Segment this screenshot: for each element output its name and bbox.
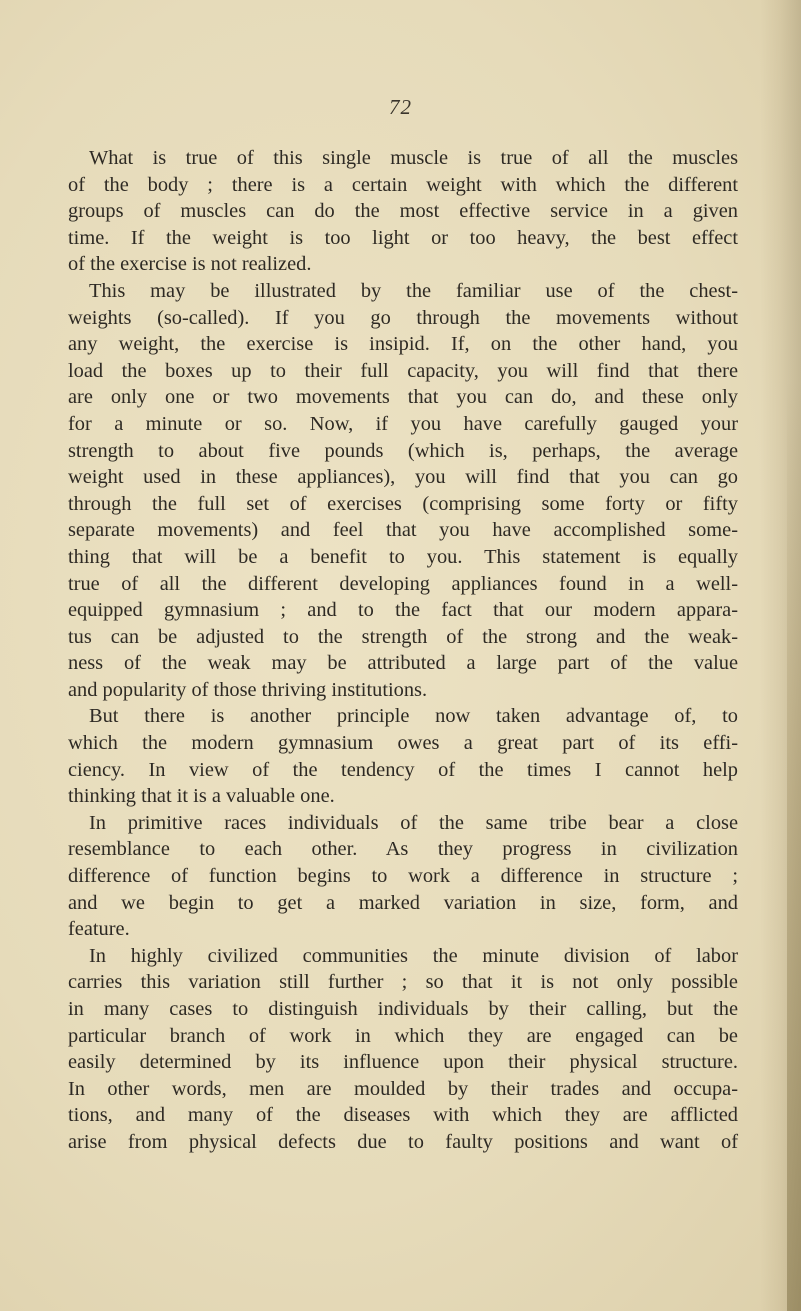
text-line: weights (so-called). If you go through the movements without xyxy=(68,306,738,329)
text-line: true of all the different developing appliances found in a well- xyxy=(68,572,738,595)
text-line: thinking that it is a valuable one. xyxy=(68,785,335,808)
text-line: in many cases to distinguish individuals by their calling, but the xyxy=(68,998,738,1020)
text-line: tions, and many of the diseases with which they are afflicted xyxy=(68,1104,738,1127)
text-line: In highly civilized communities the minute division of labor xyxy=(89,944,738,967)
text-line: easily determined by its influence upon their physical structure. xyxy=(68,1051,738,1074)
text-line: But there is another principle now taken advantage of, to xyxy=(89,705,738,728)
text-line: resemblance to each other. As they progress in civilization xyxy=(68,838,738,861)
text-line: which the modern gymnasium owes a great part of its effi- xyxy=(68,732,738,755)
text-line: equipped gymnasium ; and to the fact that our modern appara- xyxy=(68,599,738,622)
text-line: thing that will be a benefit to you. This statement is equally xyxy=(68,545,738,568)
text-line: In other words, men are moulded by their trades and occupa- xyxy=(68,1077,738,1100)
text-line: feature. xyxy=(68,918,130,941)
text-line: carries this variation still further ; so that it is not only possible xyxy=(68,971,738,994)
text-line: arise from physical defects due to faulty positions and want of xyxy=(68,1130,738,1153)
text-line: What is true of this single muscle is true of all the muscles xyxy=(89,147,738,169)
text-line: through the full set of exercises (comprising some forty or fifty xyxy=(68,492,738,515)
text-line: difference of function begins to work a difference in structure ; xyxy=(68,865,738,888)
text-line: and popularity of those thriving institutions. xyxy=(68,678,428,701)
text-line: ness of the weak may be attributed a large part of the value xyxy=(68,652,738,675)
text-line: separate movements) and feel that you have accomplished some- xyxy=(68,519,738,542)
text-line: and we begin to get a marked variation in size, form, and xyxy=(68,891,738,914)
text-line: ciency. In view of the tendency of the times I cannot help xyxy=(68,758,738,781)
text-line: groups of muscles can do the most effective service in a given xyxy=(68,200,738,223)
text-line: any weight, the exercise is insipid. If, on the other hand, you xyxy=(68,333,738,356)
text-line: load the boxes up to their full capacity, you will find that there xyxy=(68,359,738,382)
text-line: of the body ; there is a certain weight with which the different xyxy=(68,173,738,196)
text-line: tus can be adjusted to the strength of the strong and the weak- xyxy=(68,625,738,648)
text-line: In primitive races individuals of the same tribe bear a close xyxy=(89,811,738,834)
page-number: 72 xyxy=(389,95,412,119)
text-line: for a minute or so. Now, if you have carefully gauged your xyxy=(68,412,738,435)
text-line: weight used in these appliances), you will find that you can go xyxy=(68,466,738,489)
body-text xyxy=(68,145,738,1156)
text-line: This may be illustrated by the familiar use of the chest- xyxy=(89,279,738,302)
text-line: particular branch of work in which they are engaged can be xyxy=(68,1024,738,1047)
text-line: are only one or two movements that you can do, and these only xyxy=(68,386,738,409)
text-line: of the exercise is not realized. xyxy=(68,253,312,276)
page-edge-stain xyxy=(787,380,801,1311)
text-line: time. If the weight is too light or too heavy, the best effect xyxy=(68,226,738,249)
text-line: strength to about five pounds (which is, perhaps, the average xyxy=(68,439,738,462)
